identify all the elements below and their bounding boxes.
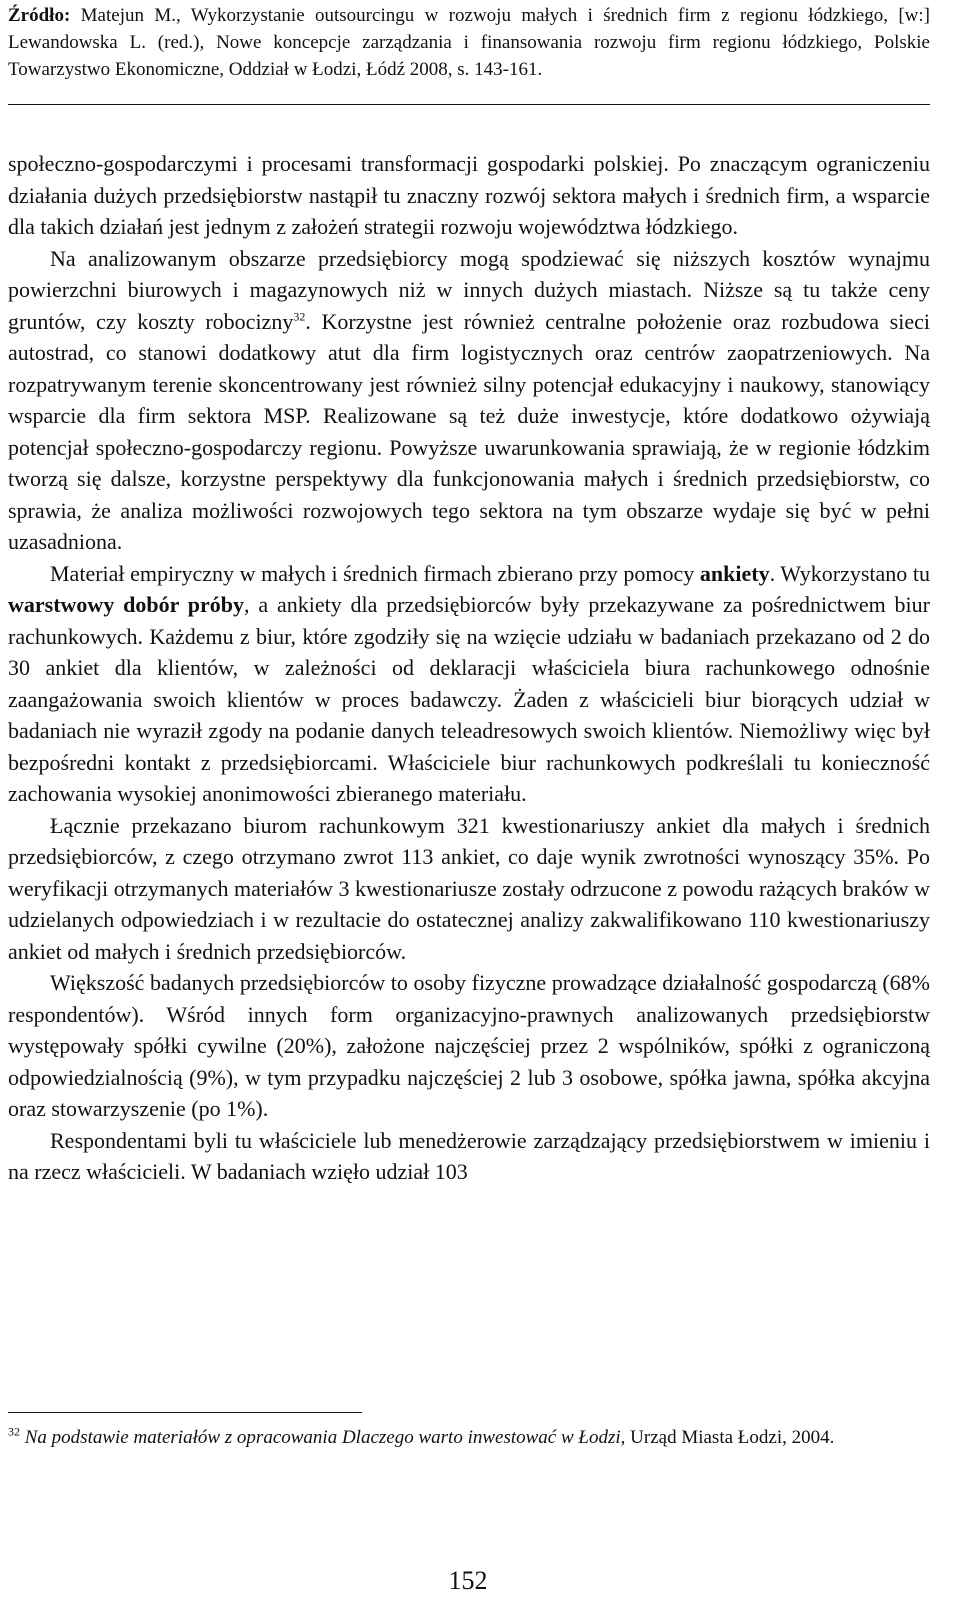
page-number: 152 xyxy=(448,1566,488,1595)
paragraph-2-text-b: . Korzystne jest również centralne położenie oraz rozbudowa sieci autostrad, co stanowi dodatkowy atut dla firm logistycznych oraz centrów zaopatrzeniowych. Na rozpatrywanym terenie skoncentrowany jest również silny potencjał edukacyjny i naukowy, stanowiący wsparcie dla firm sektora MSP. Realizowane są też duże inwestycje, które dodatkowo ożywiają potencjał społeczno-gospodarczy regionu. Powyższe uwarunkowania sprawiają, że w regionie łódzkim tworzą się dalsze, korzystne perspektywy dla funkcjonowania małych i średnich przedsiębiorstw, co sprawia, że analiza możliwości rozwojowych tego sektora na tym obszarze wydaje się być w pełni uzasadniona. xyxy=(8,308,930,554)
footnote-number: 32 xyxy=(8,1424,20,1439)
source-label: Źródło: xyxy=(8,5,71,26)
footnote xyxy=(8,1424,930,1451)
paragraph-5 xyxy=(8,967,930,1125)
source-divider xyxy=(8,104,930,105)
footnote-text: , Urząd Miasta Łodzi, 2004. xyxy=(620,1427,835,1448)
paragraph-6 xyxy=(8,1125,930,1188)
footnote-italic-text: Na podstawie materiałów z opracowania Dlaczego warto inwestować w Łodzi xyxy=(20,1427,621,1448)
body-text xyxy=(8,148,930,1188)
paragraph-3 xyxy=(8,558,930,810)
paragraph-6-text: Respondentami byli tu właściciele lub menedżerowie zarządzający przedsiębiorstwem w imieniu i na rzecz właścicieli. W badaniach wzięło udział 103 xyxy=(8,1127,930,1184)
footnote-ref[interactable]: 32 xyxy=(293,309,306,324)
paragraph-1-text: społeczno-gospodarczymi i procesami transformacji gospodarki polskiej. Po znaczącym ograniczeniu działania dużych przedsiębiorstw nastąpił tu znaczny rozwój sektora małych i średnich firm, a wsparcie dla takich działań jest jednym z założeń strategii rozwoju województwa łódzkiego. xyxy=(8,151,930,239)
paragraph-3-text-c: . Wykorzystano tu xyxy=(769,560,930,586)
paragraph-2-text-a: Na analizowanym obszarze przedsiębiorcy mogą spodziewać się niższych kosztów wynajmu powierzchni biurowych i magazynowych niż w innych dużych miastach. Niższe są tu także ceny gruntów, czy koszty robocizny xyxy=(8,245,930,334)
paragraph-3-bold-1: ankiety xyxy=(699,560,770,586)
paragraph-3-text-d: , a ankiety dla przedsiębiorców były przekazywane za pośrednictwem biur rachunkowych. Każdemu z biur, które zgodziły się na wzięcie udziału w badaniach przekazano od 2 do 30 ankiet dla klientów, w zależności od deklaracji właściciela biura rachunkowego odnośnie zaangażowania swoich klientów w proces badawczy. Żaden z właścicieli biur biorących udział w badaniach nie wyraził zgody na podanie danych teleadresowych swoich klientów. Niemożliwy więc był bezpośredni kontakt z przedsiębiorcami. Właściciele biur rachunkowych podkreślali tu konieczność zachowania wysokiej anonimowości zbieranego materiału. xyxy=(8,592,930,806)
paragraph-2 xyxy=(8,243,930,558)
footnote-divider xyxy=(8,1412,362,1413)
paragraph-1 xyxy=(8,148,930,243)
paragraph-4-text: Łącznie przekazano biurom rachunkowym 321 kwestionariuszy ankiet dla małych i średnich przedsiębiorców, z czego otrzymano zwrot 113 ankiet, co daje wynik zwrotności wynoszący 35%. Po weryfikacji otrzymanych materiałów 3 kwestionariusze zostały odrzucone z powodu rażących braków w udzielanych odpowiedziach i w rezultacie do ostatecznej analizy zakwalifikowano 110 kwestionariuszy ankiet od małych i średnich przedsiębiorców. xyxy=(8,812,930,964)
paragraph-4 xyxy=(8,810,930,968)
source-note xyxy=(8,2,930,83)
paragraph-3-bold-2: warstwowy dobór próby xyxy=(8,592,245,617)
source-text: Matejun M., Wykorzystanie outsourcingu w rozwoju małych i średnich firm z regionu łódzkiego, [w:] Lewandowska L. (red.), Nowe koncepcje zarządzania i finansowania rozwoju firm regionu łódzkiego, Polskie Towarzystwo Ekonomiczne, Oddział w Łodzi, Łódź 2008, s. 143-161. xyxy=(8,5,930,80)
paragraph-5-text: Większość badanych przedsiębiorców to osoby fizyczne prowadzące działalność gospodarczą (68% respondentów). Wśród innych form organizacyjno-prawnych analizowanych przedsiębiorstw występowały spółki cywilne (20%), założone najczęściej przez 2 wspólników, spółki z ograniczoną odpowiedzialnością (9%), w tym przypadku najczęściej 2 lub 3 osobowe, spółka jawna, spółka akcyjna oraz stowarzyszenie (po 1%). xyxy=(8,970,930,1121)
paragraph-3-text-a: Materiał empiryczny w małych i średnich firmach zbierano przy pomocy xyxy=(50,560,700,586)
